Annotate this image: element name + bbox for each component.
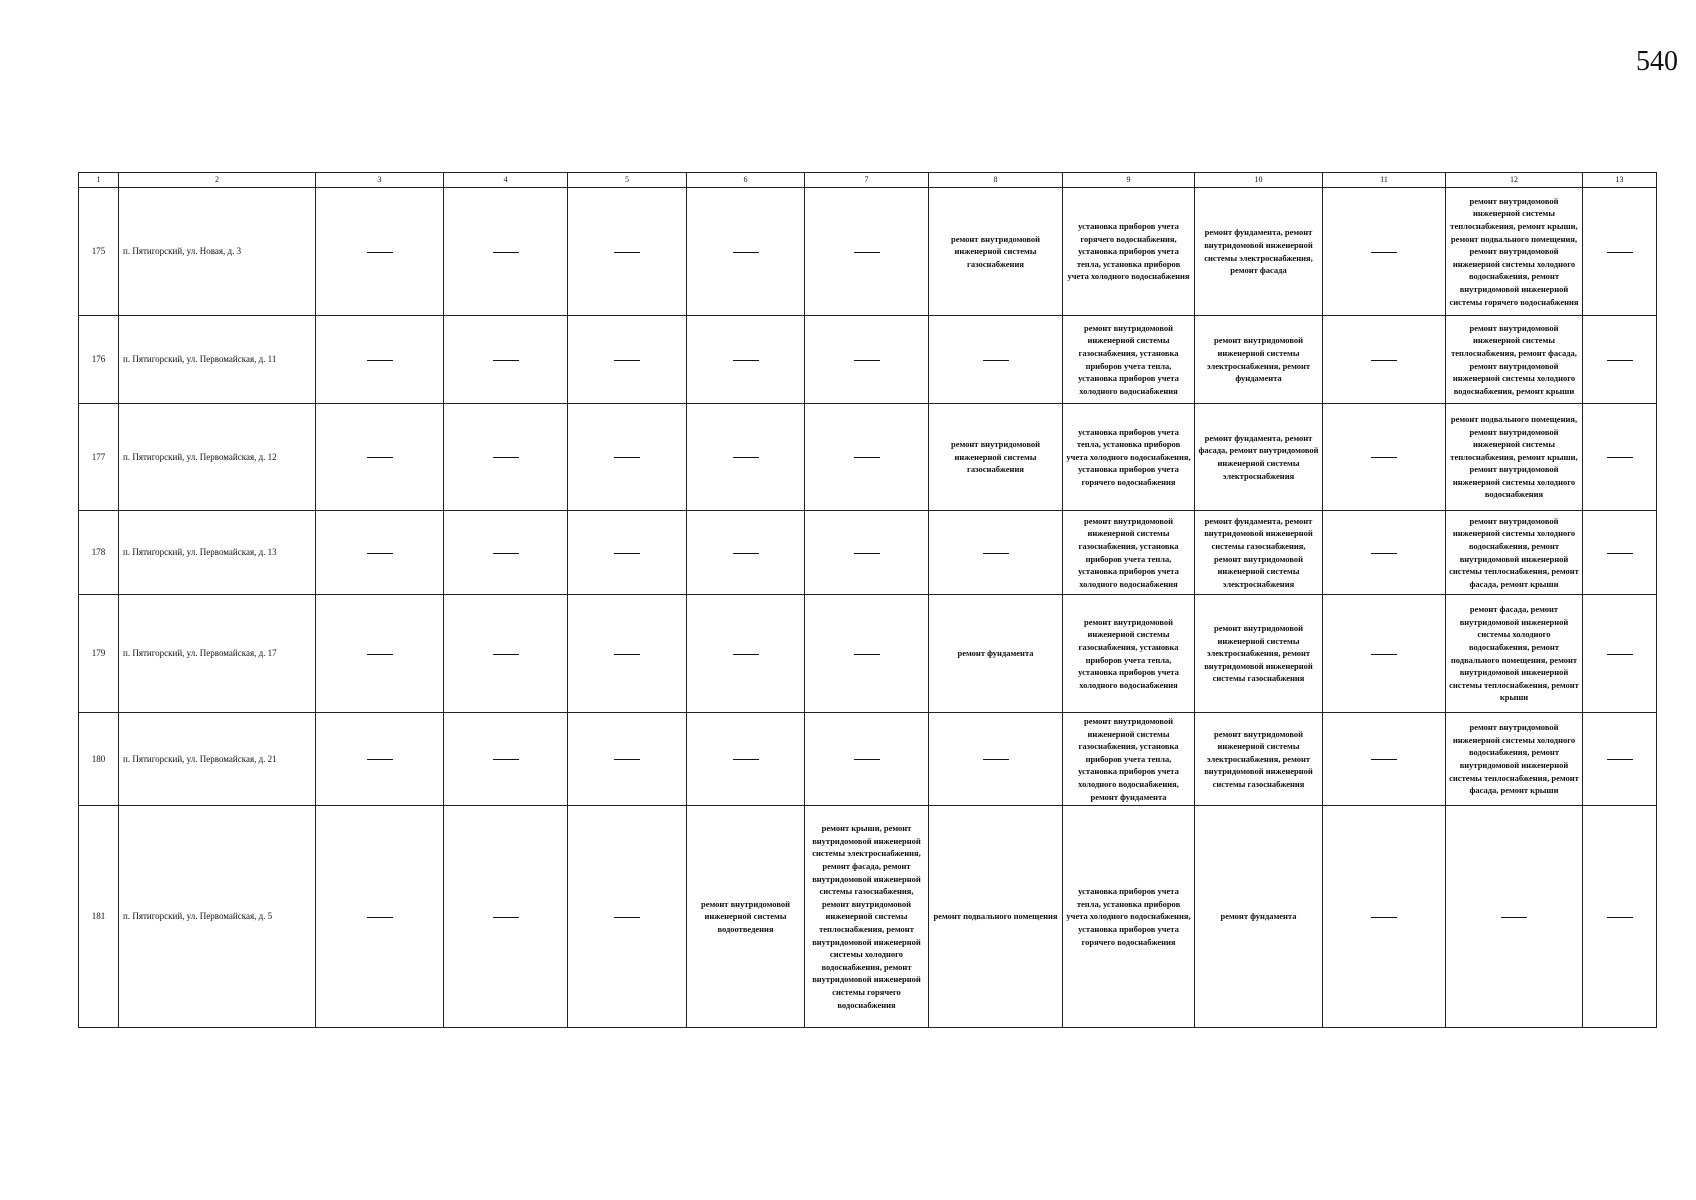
dash-mark xyxy=(1607,553,1633,554)
dash-mark xyxy=(1371,917,1397,918)
row-number: 179 xyxy=(79,595,119,713)
empty-cell xyxy=(316,595,444,713)
dash-mark xyxy=(1607,917,1633,918)
empty-cell xyxy=(805,188,929,316)
address-cell: п. Пятигорский, ул. Первомайская, д. 21 xyxy=(119,713,316,806)
dash-mark xyxy=(1607,457,1633,458)
empty-cell xyxy=(687,511,805,595)
column-header: 10 xyxy=(1195,173,1323,188)
work-description-cell: ремонт внутридомовой инженерной системы газоснабжения xyxy=(929,404,1063,511)
empty-cell xyxy=(1583,806,1657,1028)
empty-cell xyxy=(1583,188,1657,316)
empty-cell xyxy=(929,713,1063,806)
empty-cell xyxy=(1323,595,1446,713)
empty-cell xyxy=(444,511,568,595)
empty-cell xyxy=(444,806,568,1028)
dash-mark xyxy=(1371,654,1397,655)
dash-mark xyxy=(493,759,519,760)
empty-cell xyxy=(929,316,1063,404)
dash-mark xyxy=(1371,553,1397,554)
empty-cell xyxy=(687,713,805,806)
empty-cell xyxy=(568,316,687,404)
empty-cell xyxy=(444,404,568,511)
dash-mark xyxy=(1607,360,1633,361)
empty-cell xyxy=(805,595,929,713)
column-header: 6 xyxy=(687,173,805,188)
dash-mark xyxy=(854,553,880,554)
dash-mark xyxy=(367,654,393,655)
empty-cell xyxy=(1583,713,1657,806)
dash-mark xyxy=(1501,917,1527,918)
empty-cell xyxy=(1323,404,1446,511)
work-description-cell: ремонт подвального помещения xyxy=(929,806,1063,1028)
dash-mark xyxy=(854,457,880,458)
empty-cell xyxy=(1583,404,1657,511)
work-description-cell: ремонт внутридомовой инженерной системы газоснабжения, установка приборов учета тепла, установка приборов учета холодного водоснабжения xyxy=(1063,511,1195,595)
work-description-cell: установка приборов учета горячего водоснабжения, установка приборов учета тепла, установка приборов учета холодного водоснабжения xyxy=(1063,188,1195,316)
address-cell: п. Пятигорский, ул. Новая, д. 3 xyxy=(119,188,316,316)
dash-mark xyxy=(733,457,759,458)
column-header: 9 xyxy=(1063,173,1195,188)
column-header: 3 xyxy=(316,173,444,188)
empty-cell xyxy=(568,713,687,806)
dash-mark xyxy=(367,252,393,253)
dash-mark xyxy=(1607,252,1633,253)
empty-cell xyxy=(316,713,444,806)
dash-mark xyxy=(367,917,393,918)
table-row xyxy=(79,404,1657,511)
empty-cell xyxy=(687,404,805,511)
dash-mark xyxy=(493,917,519,918)
empty-cell xyxy=(568,404,687,511)
work-description-cell: ремонт фундамента xyxy=(929,595,1063,713)
empty-cell xyxy=(1323,188,1446,316)
dash-mark xyxy=(983,553,1009,554)
row-number: 175 xyxy=(79,188,119,316)
empty-cell xyxy=(568,595,687,713)
work-description-cell: ремонт фундамента, ремонт внутридомовой инженерной системы газоснабжения, ремонт внутридомовой инженерной системы электроснабжения xyxy=(1195,511,1323,595)
dash-mark xyxy=(493,360,519,361)
empty-cell xyxy=(687,316,805,404)
dash-mark xyxy=(1371,759,1397,760)
table-row xyxy=(79,595,1657,713)
dash-mark xyxy=(367,360,393,361)
empty-cell xyxy=(687,595,805,713)
work-description-cell: ремонт фундамента xyxy=(1195,806,1323,1028)
empty-cell xyxy=(1323,511,1446,595)
empty-cell xyxy=(444,188,568,316)
work-description-cell: ремонт внутридомовой инженерной системы газоснабжения xyxy=(929,188,1063,316)
empty-cell xyxy=(687,188,805,316)
dash-mark xyxy=(493,654,519,655)
empty-cell xyxy=(316,316,444,404)
empty-cell xyxy=(805,404,929,511)
work-description-cell: ремонт фундамента, ремонт фасада, ремонт внутридомовой инженерной системы электроснабжения xyxy=(1195,404,1323,511)
dash-mark xyxy=(1371,252,1397,253)
column-header: 13 xyxy=(1583,173,1657,188)
empty-cell xyxy=(1323,806,1446,1028)
empty-cell xyxy=(805,316,929,404)
work-description-cell: ремонт фасада, ремонт внутридомовой инженерной системы холодного водоснабжения, ремонт подвального помещения, ремонт внутридомовой инженерной системы теплоснабжения, ремонт крыши xyxy=(1446,595,1583,713)
work-description-cell: ремонт крыши, ремонт внутридомовой инженерной системы электроснабжения, ремонт фасада, ремонт внутридомовой инженерной системы газоснабжения, ремонт внутридомовой инженерной системы теплоснабжения, ремонт внутридомовой инженерной системы холодного водоснабжения, ремонт внутридомовой инженерной системы горячего водоснабжения xyxy=(805,806,929,1028)
column-number-row xyxy=(79,173,1657,188)
dash-mark xyxy=(493,553,519,554)
empty-cell xyxy=(444,595,568,713)
capital-repair-table xyxy=(78,172,1657,1028)
page-number: 540 xyxy=(1636,46,1678,77)
address-cell: п. Пятигорский, ул. Первомайская, д. 12 xyxy=(119,404,316,511)
work-description-cell: ремонт подвального помещения, ремонт внутридомовой инженерной системы теплоснабжения, ремонт крыши, ремонт внутридомовой инженерной системы холодного водоснабжения xyxy=(1446,404,1583,511)
work-description-cell: установка приборов учета тепла, установка приборов учета холодного водоснабжения, установка приборов учета горячего водоснабжения xyxy=(1063,806,1195,1028)
column-header: 8 xyxy=(929,173,1063,188)
work-description-cell: ремонт внутридомовой инженерной системы газоснабжения, установка приборов учета тепла, установка приборов учета холодного водоснабжения xyxy=(1063,595,1195,713)
dash-mark xyxy=(854,654,880,655)
dash-mark xyxy=(614,759,640,760)
dash-mark xyxy=(1607,654,1633,655)
dash-mark xyxy=(614,457,640,458)
dash-mark xyxy=(1371,360,1397,361)
address-cell: п. Пятигорский, ул. Первомайская, д. 17 xyxy=(119,595,316,713)
dash-mark xyxy=(733,654,759,655)
row-number: 177 xyxy=(79,404,119,511)
work-description-cell: ремонт внутридомовой инженерной системы газоснабжения, установка приборов учета тепла, установка приборов учета холодного водоснабжения xyxy=(1063,316,1195,404)
empty-cell xyxy=(568,806,687,1028)
row-number: 181 xyxy=(79,806,119,1028)
dash-mark xyxy=(367,553,393,554)
column-header: 12 xyxy=(1446,173,1583,188)
table-row xyxy=(79,806,1657,1028)
dash-mark xyxy=(733,360,759,361)
work-description-cell: ремонт внутридомовой инженерной системы теплоснабжения, ремонт фасада, ремонт внутридомовой инженерной системы холодного водоснабжения, ремонт крыши xyxy=(1446,316,1583,404)
work-description-cell: ремонт внутридомовой инженерной системы водоотведения xyxy=(687,806,805,1028)
dash-mark xyxy=(983,360,1009,361)
dash-mark xyxy=(614,553,640,554)
work-description-cell: ремонт внутридомовой инженерной системы электроснабжения, ремонт внутридомовой инженерной системы газоснабжения xyxy=(1195,595,1323,713)
address-cell: п. Пятигорский, ул. Первомайская, д. 11 xyxy=(119,316,316,404)
table-row xyxy=(79,511,1657,595)
table-row xyxy=(79,316,1657,404)
dash-mark xyxy=(614,252,640,253)
empty-cell xyxy=(1446,806,1583,1028)
column-header: 2 xyxy=(119,173,316,188)
work-description-cell: ремонт фундамента, ремонт внутридомовой инженерной системы электроснабжения, ремонт фасада xyxy=(1195,188,1323,316)
dash-mark xyxy=(493,252,519,253)
empty-cell xyxy=(316,511,444,595)
dash-mark xyxy=(854,360,880,361)
empty-cell xyxy=(444,713,568,806)
dash-mark xyxy=(733,553,759,554)
work-description-cell: установка приборов учета тепла, установка приборов учета холодного водоснабжения, установка приборов учета горячего водоснабжения xyxy=(1063,404,1195,511)
empty-cell xyxy=(1323,316,1446,404)
column-header: 7 xyxy=(805,173,929,188)
dash-mark xyxy=(854,252,880,253)
work-description-cell: ремонт внутридомовой инженерной системы газоснабжения, установка приборов учета тепла, установка приборов учета холодного водоснабжения, ремонт фундамента xyxy=(1063,713,1195,806)
empty-cell xyxy=(444,316,568,404)
empty-cell xyxy=(805,511,929,595)
dash-mark xyxy=(1371,457,1397,458)
work-description-cell: ремонт внутридомовой инженерной системы теплоснабжения, ремонт крыши, ремонт подвального помещения, ремонт внутридомовой инженерной системы холодного водоснабжения, ремонт внутридомовой инженерной системы горячего водоснабжения xyxy=(1446,188,1583,316)
address-cell: п. Пятигорский, ул. Первомайская, д. 5 xyxy=(119,806,316,1028)
dash-mark xyxy=(493,457,519,458)
work-description-cell: ремонт внутридомовой инженерной системы холодного водоснабжения, ремонт внутридомовой инженерной системы теплоснабжения, ремонт фасада, ремонт крыши xyxy=(1446,713,1583,806)
dash-mark xyxy=(983,759,1009,760)
row-number: 178 xyxy=(79,511,119,595)
dash-mark xyxy=(1607,759,1633,760)
empty-cell xyxy=(316,188,444,316)
empty-cell xyxy=(1323,713,1446,806)
row-number: 180 xyxy=(79,713,119,806)
dash-mark xyxy=(614,360,640,361)
empty-cell xyxy=(568,188,687,316)
empty-cell xyxy=(1583,511,1657,595)
dash-mark xyxy=(367,759,393,760)
work-description-cell: ремонт внутридомовой инженерной системы электроснабжения, ремонт внутридомовой инженерной системы газоснабжения xyxy=(1195,713,1323,806)
row-number: 176 xyxy=(79,316,119,404)
dash-mark xyxy=(733,252,759,253)
dash-mark xyxy=(614,654,640,655)
empty-cell xyxy=(1583,595,1657,713)
work-description-cell: ремонт внутридомовой инженерной системы холодного водоснабжения, ремонт внутридомовой инженерной системы теплоснабжения, ремонт фасада, ремонт крыши xyxy=(1446,511,1583,595)
dash-mark xyxy=(854,759,880,760)
empty-cell xyxy=(929,511,1063,595)
column-header: 1 xyxy=(79,173,119,188)
empty-cell xyxy=(316,806,444,1028)
table-row xyxy=(79,188,1657,316)
column-header: 5 xyxy=(568,173,687,188)
table-row xyxy=(79,713,1657,806)
work-description-cell: ремонт внутридомовой инженерной системы электроснабжения, ремонт фундамента xyxy=(1195,316,1323,404)
empty-cell xyxy=(805,713,929,806)
dash-mark xyxy=(614,917,640,918)
column-header: 4 xyxy=(444,173,568,188)
column-header: 11 xyxy=(1323,173,1446,188)
dash-mark xyxy=(367,457,393,458)
address-cell: п. Пятигорский, ул. Первомайская, д. 13 xyxy=(119,511,316,595)
empty-cell xyxy=(1583,316,1657,404)
dash-mark xyxy=(733,759,759,760)
empty-cell xyxy=(568,511,687,595)
empty-cell xyxy=(316,404,444,511)
